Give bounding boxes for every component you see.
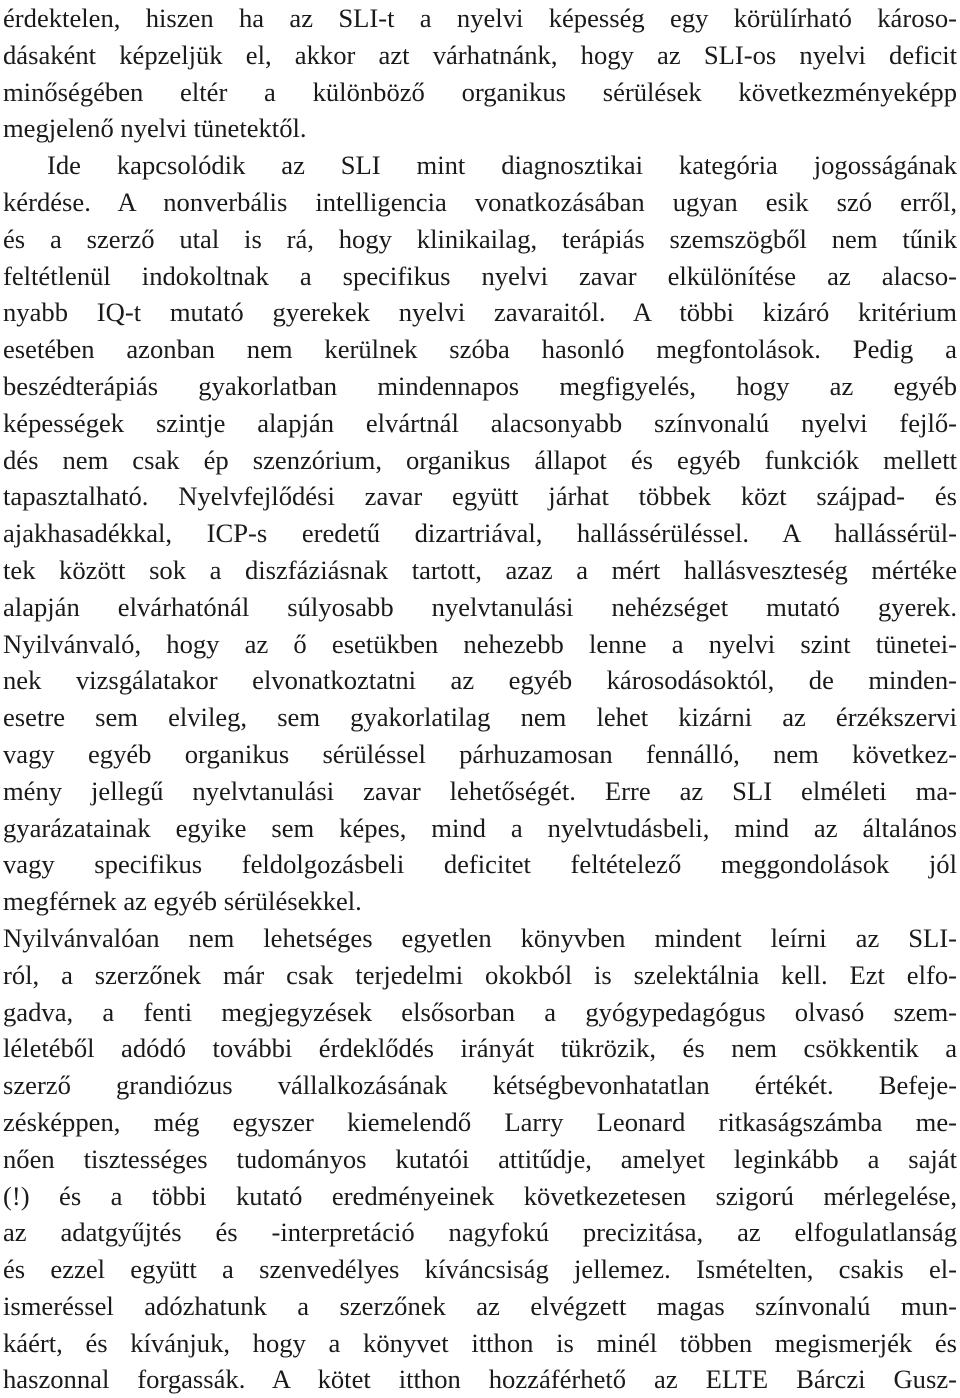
text-line: vagy egyéb organikus sérüléssel párhuzamosan fennálló, nem következ- bbox=[3, 738, 957, 769]
text-line: tapasztalható. Nyelvfejlődési zavar együtt járhat többek közt szájpad- és bbox=[3, 481, 957, 512]
text-line: feltétlenül indokoltnak a specifikus nyelvi zavar elkülönítése az alacso- bbox=[3, 260, 957, 291]
text-line: léletéből adódó további érdeklődés irányát tükrözik, és nem csökkentik a bbox=[3, 1033, 957, 1064]
text-line: érdektelen, hiszen ha az SLI-t a nyelvi képesség egy körülírható károso- bbox=[3, 3, 957, 33]
text-line: mény jellegű nyelvtanulási zavar lehetőségét. Erre az SLI elméleti ma- bbox=[3, 775, 957, 806]
text-line: szerző grandiózus vállalkozásának kétségbevonhatatlan értékét. Befeje- bbox=[3, 1070, 957, 1101]
text-line: megférnek az egyéb sérülésekkel. bbox=[3, 886, 362, 917]
text-line: az adatgyűjtés és -interpretáció nagyfokú precizitása, az elfogulatlanság bbox=[3, 1217, 957, 1248]
document-page bbox=[3, 0, 957, 1398]
text-line: ajakhasadékkal, ICP-s eredetű dizartriával, hallássérüléssel. A hallássérül- bbox=[3, 518, 957, 549]
text-line: ismeréssel adózhatunk a szerzőnek az elvégzett magas színvonalú mun- bbox=[3, 1290, 957, 1321]
text-line: gadva, a fenti megjegyzések elsősorban a gyógypedagógus olvasó szem- bbox=[3, 996, 957, 1027]
text-line: kérdése. A nonverbális intelligencia vonatkozásában ugyan esik szó erről, bbox=[3, 186, 957, 217]
text-line: és ezzel együtt a szenvedélyes kíváncsiság jellemez. Ismételten, csakis el- bbox=[3, 1254, 957, 1285]
text-line: beszédterápiás gyakorlatban mindennapos megfigyelés, hogy az egyéb bbox=[3, 370, 957, 401]
text-line: zésképpen, még egyszer kiemelendő Larry Leonard ritkaságszámba me- bbox=[3, 1106, 957, 1137]
text-line: nően tisztességes tudományos kutatói attitűdje, amelyet leginkább a saját bbox=[3, 1143, 957, 1174]
text-line: káért, és kívánjuk, hogy a könyvet itthon is minél többen megismerjék és bbox=[3, 1327, 957, 1358]
text-line: és a szerző utal is rá, hogy klinikailag, terápiás szemszögből nem tűnik bbox=[3, 223, 957, 254]
text-line: esetre sem elvileg, sem gyakorlatilag nem lehet kizárni az érzékszervi bbox=[3, 702, 957, 733]
text-line: megjelenő nyelvi tünetektől. bbox=[3, 113, 307, 144]
text-line: dásaként képzeljük el, akkor azt várhatnánk, hogy az SLI-os nyelvi deficit bbox=[3, 39, 957, 70]
text-line: ról, a szerzőnek már csak terjedelmi okokból is szelektálnia kell. Ezt elfo- bbox=[3, 959, 957, 990]
text-line: (!) és a többi kutató eredményeinek következetesen szigorú mérlegelése, bbox=[3, 1180, 957, 1211]
text-line: gyarázatainak egyike sem képes, mind a nyelvtudásbeli, mind az általános bbox=[3, 812, 957, 843]
text-line: nek vizsgálatakor elvonatkoztatni az egyéb károsodásoktól, de minden- bbox=[3, 665, 957, 696]
text-line: dés nem csak ép szenzórium, organikus állapot és egyéb funkciók mellett bbox=[3, 444, 957, 475]
text-line: haszonnal forgassák. A kötet itthon hozzáférhető az ELTE Bárczi Gusz- bbox=[3, 1364, 957, 1395]
text-line: vagy specifikus feldolgozásbeli deficitet feltételező meggondolások jól bbox=[3, 849, 957, 880]
text-line: tek között sok a diszfáziásnak tartott, azaz a mért hallásveszteség mértéke bbox=[3, 554, 957, 585]
text-line: Ide kapcsolódik az SLI mint diagnosztikai kategória jogosságának bbox=[47, 150, 957, 181]
text-line: képességek szintje alapján elvártnál alacsonyabb színvonalú nyelvi fejlő- bbox=[3, 407, 957, 438]
text-line: Nyilvánvaló, hogy az ő esetükben nehezebb lenne a nyelvi szint tünetei- bbox=[3, 628, 957, 659]
text-line: nyabb IQ-t mutató gyerekek nyelvi zavaraitól. A többi kizáró kritérium bbox=[3, 297, 957, 328]
text-line: Nyilvánvalóan nem lehetséges egyetlen könyvben mindent leírni az SLI- bbox=[3, 922, 957, 953]
text-line: minőségében eltér a különböző organikus sérülések következményeképp bbox=[3, 76, 957, 107]
text-line: esetében azonban nem kerülnek szóba hasonló megfontolások. Pedig a bbox=[3, 334, 957, 365]
text-line: alapján elvárhatónál súlyosabb nyelvtanulási nehézséget mutató gyerek. bbox=[3, 591, 957, 622]
